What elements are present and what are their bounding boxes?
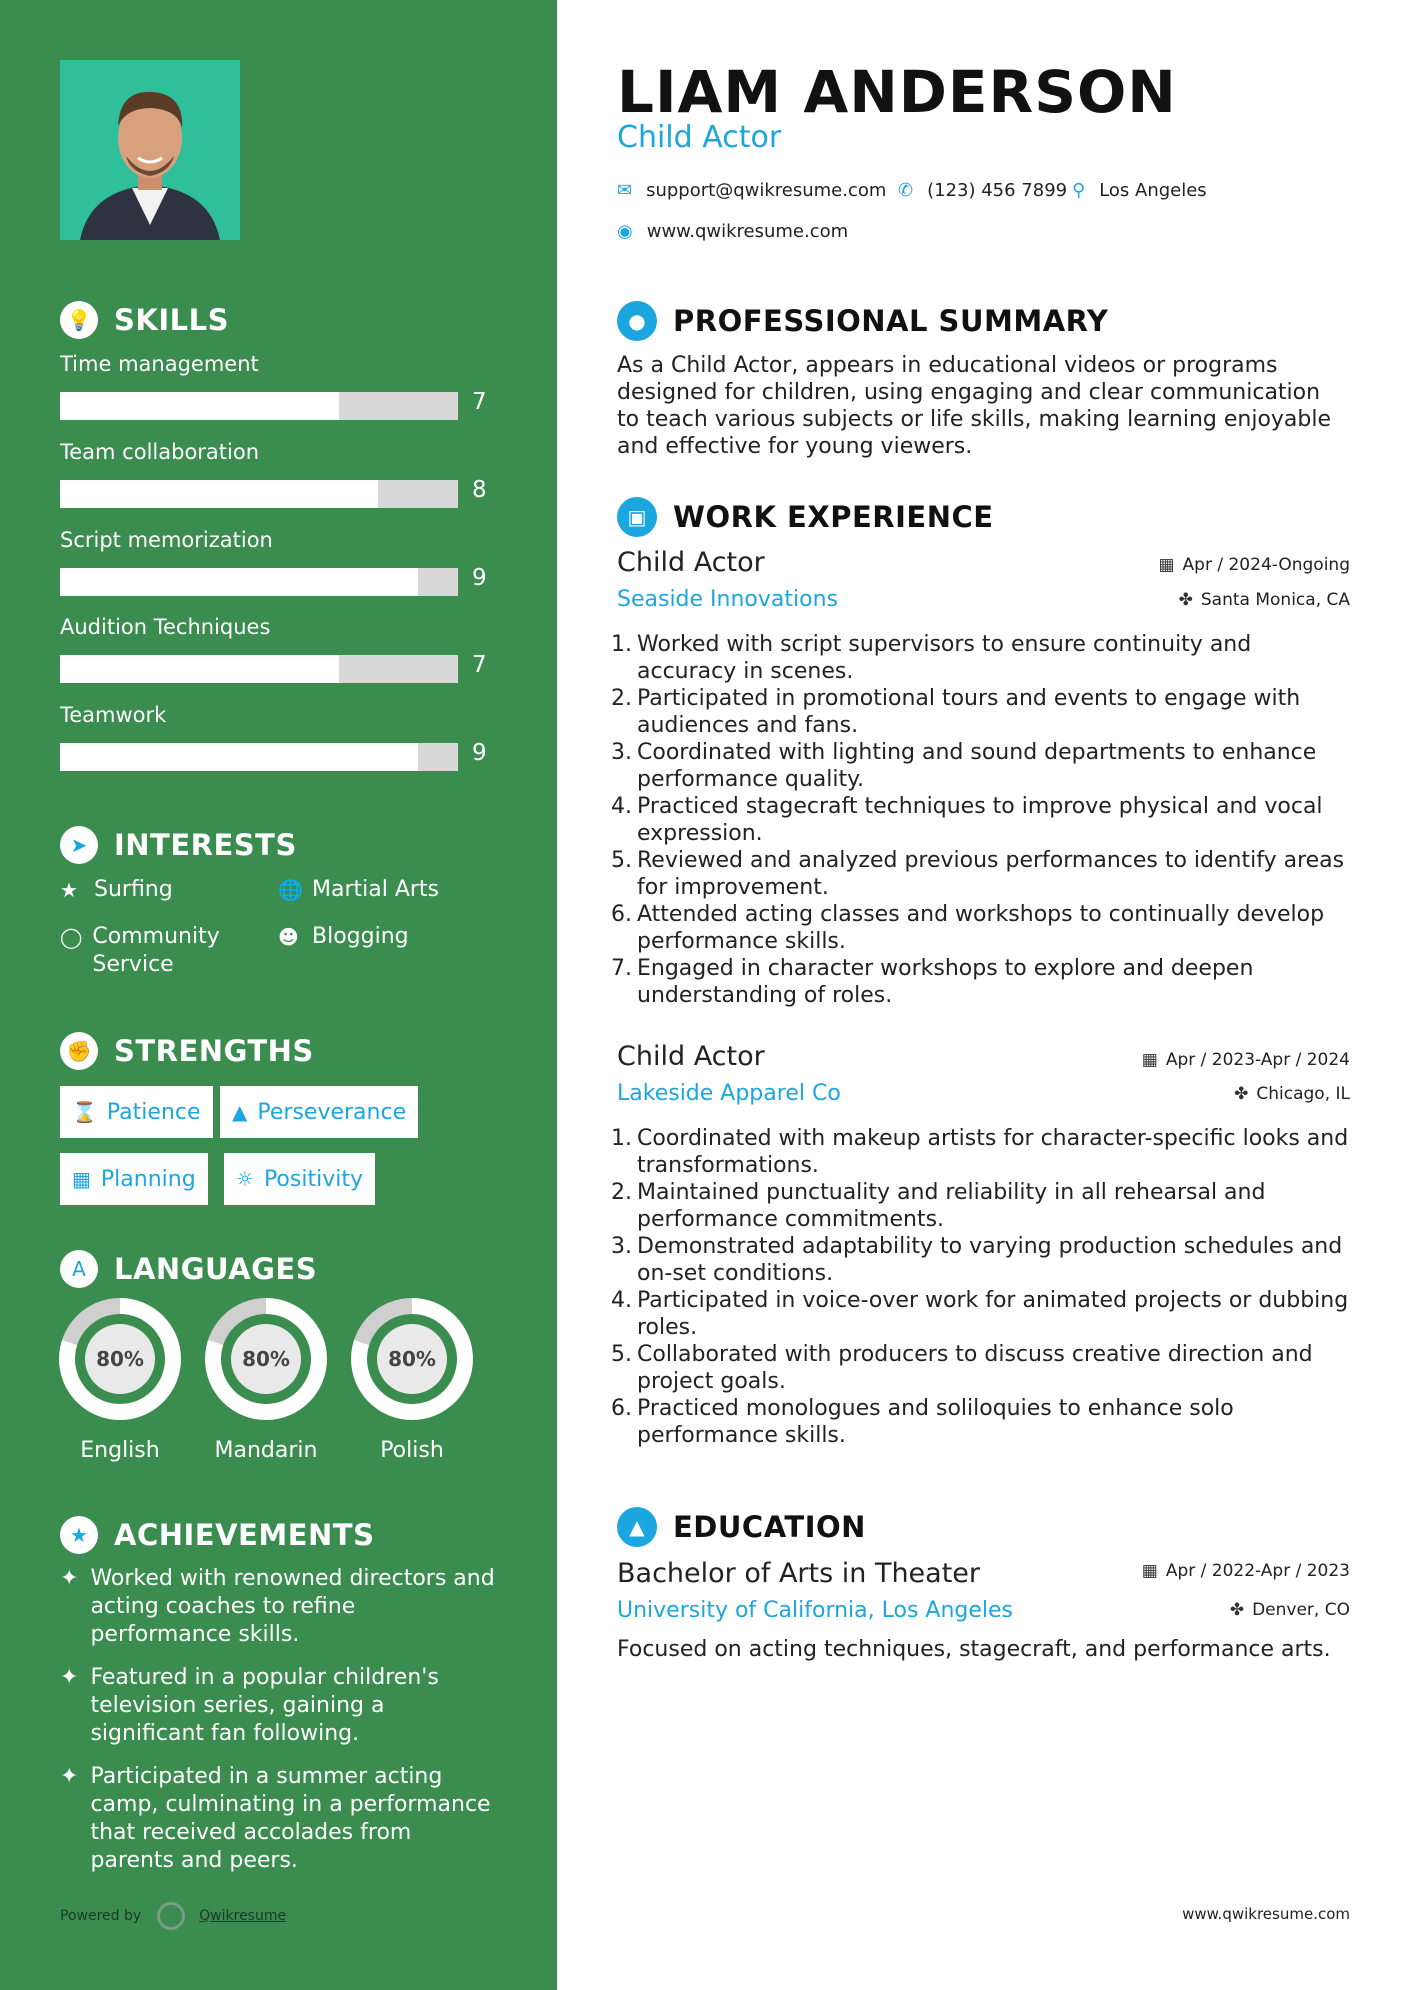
strengths-title: STRENGTHS xyxy=(114,1034,314,1068)
hourglass-icon: ⌛ xyxy=(72,1100,97,1124)
education-title: EDUCATION xyxy=(673,1510,866,1544)
duty-item xyxy=(611,685,1351,739)
strengths-header xyxy=(60,1032,314,1070)
experience-title: WORK EXPERIENCE xyxy=(673,500,994,534)
contact-email[interactable] xyxy=(617,180,886,201)
star-badge-icon: ★ xyxy=(60,1516,98,1554)
education-school: University of California, Los Angeles xyxy=(617,1598,1014,1623)
duty-text: Attended acting classes and workshops to continually develop performance skills. xyxy=(637,902,1325,954)
contact-website[interactable] xyxy=(617,221,848,242)
footer-url[interactable]: www.qwikresume.com xyxy=(1182,1905,1350,1923)
shooting-star-icon: ✦ xyxy=(60,1764,79,1789)
duty-item xyxy=(611,901,1351,955)
duty-text: Practiced monologues and soliloquies to enhance solo performance skills. xyxy=(637,1396,1234,1448)
job-company: Lakeside Apparel Co xyxy=(617,1081,841,1106)
duty-text: Collaborated with producers to discuss creative direction and project goals. xyxy=(637,1342,1313,1394)
skill-bar-fill xyxy=(60,655,339,683)
achievements-header xyxy=(60,1516,374,1554)
skill-label: Script memorization xyxy=(60,528,273,552)
user-icon: ● xyxy=(617,301,657,341)
achievement-text: Featured in a popular children's television series, gaining a significant fan following. xyxy=(90,1665,439,1746)
skill-level: 8 xyxy=(472,477,487,503)
interests-title: INTERESTS xyxy=(114,828,297,862)
skill-bar-fill xyxy=(60,480,378,508)
duty-number: 3. xyxy=(611,1234,632,1259)
pin-icon: ✤ xyxy=(1229,1600,1245,1620)
language-percent: 80% xyxy=(377,1324,447,1394)
users-icon: ☻ xyxy=(278,925,299,949)
skill-bar xyxy=(60,655,458,683)
calendar-icon: ▦ xyxy=(1141,1050,1158,1070)
contact-phone[interactable] xyxy=(898,180,1067,201)
interest-label: Surfing xyxy=(94,877,173,902)
job-dates-text: Apr / 2023-Apr / 2024 xyxy=(1165,1050,1350,1070)
language-item xyxy=(351,1298,473,1463)
skill-bar xyxy=(60,480,458,508)
phone-text: (123) 456 7899 xyxy=(927,180,1068,201)
skill-bar xyxy=(60,568,458,596)
skill-bar xyxy=(60,743,458,771)
language-percent: 80% xyxy=(85,1324,155,1394)
duty-item xyxy=(611,1395,1351,1449)
summary-header xyxy=(617,301,1108,341)
duty-item xyxy=(611,1179,1351,1233)
duty-text: Coordinated with makeup artists for character-specific looks and transformations. xyxy=(637,1126,1349,1178)
job-dates xyxy=(1142,1050,1350,1070)
summary-title: PROFESSIONAL SUMMARY xyxy=(673,304,1109,338)
interest-item xyxy=(278,923,409,951)
profile-photo xyxy=(60,60,240,240)
language-item xyxy=(205,1298,327,1463)
achievement-text: Participated in a summer acting camp, culminating in a performance that received accolades from parents and peers. xyxy=(90,1764,491,1873)
duty-item xyxy=(611,847,1351,901)
job-duties-list xyxy=(611,1125,1351,1449)
duty-text: Maintained punctuality and reliability in all rehearsal and performance commitments. xyxy=(637,1180,1266,1232)
graduate-icon: ▲ xyxy=(617,1507,657,1547)
language-icon: A xyxy=(60,1250,98,1288)
duty-item xyxy=(611,1233,1351,1287)
duty-number: 1. xyxy=(611,632,632,657)
education-location-text: Denver, CO xyxy=(1252,1600,1350,1620)
interest-label: Community Service xyxy=(92,924,220,977)
duty-text: Participated in promotional tours and events to engage with audiences and fans. xyxy=(637,686,1301,738)
powered-by xyxy=(60,1902,286,1930)
duty-item xyxy=(611,631,1351,685)
skill-label: Time management xyxy=(60,352,259,376)
job-location xyxy=(1234,1084,1350,1104)
candidate-role: Child Actor xyxy=(617,120,782,155)
strength-label: Positivity xyxy=(263,1166,363,1192)
duty-number: 2. xyxy=(611,1180,632,1205)
duty-item xyxy=(611,793,1351,847)
skill-bar-fill xyxy=(60,568,418,596)
education-location xyxy=(1230,1600,1350,1620)
phone-icon: ✆ xyxy=(898,180,914,201)
location-text: Los Angeles xyxy=(1099,180,1207,201)
skill-level: 9 xyxy=(472,565,487,591)
interest-label: Blogging xyxy=(312,924,409,949)
summary-text: As a Child Actor, appears in educational videos or programs designed for children, using engaging and clear communication to teach various subjects or life skills, making learning enjoyable and effective for young viewers. xyxy=(617,353,1332,459)
achievement-item xyxy=(60,1763,500,1875)
job-location xyxy=(1179,590,1350,610)
skill-bar-fill xyxy=(60,743,418,771)
sun-icon: ☼ xyxy=(236,1167,254,1191)
calendar-icon: ▦ xyxy=(72,1167,91,1191)
education-degree: Bachelor of Arts in Theater xyxy=(617,1558,981,1589)
strength-badge xyxy=(224,1153,375,1205)
map-pin-icon: ⚲ xyxy=(1072,180,1086,201)
strength-label: Planning xyxy=(100,1166,196,1192)
strength-badge xyxy=(60,1086,213,1138)
interests-header xyxy=(60,826,297,864)
candidate-name: LIAM ANDERSON xyxy=(617,58,1177,126)
strength-badge xyxy=(60,1153,208,1205)
paper-plane-icon: ➤ xyxy=(60,826,98,864)
interest-item xyxy=(60,923,240,979)
contact-location xyxy=(1072,180,1207,201)
duty-number: 6. xyxy=(611,902,632,927)
skill-label: Teamwork xyxy=(60,703,167,727)
duty-item xyxy=(611,1125,1351,1179)
language-name: English xyxy=(80,1438,160,1463)
duty-number: 2. xyxy=(611,686,632,711)
fist-icon: ✊ xyxy=(60,1032,98,1070)
education-header xyxy=(617,1507,866,1547)
education-dates xyxy=(1142,1561,1350,1581)
duty-number: 7. xyxy=(611,956,632,981)
duty-text: Engaged in character workshops to explore and deepen understanding of roles. xyxy=(637,956,1254,1008)
experience-header xyxy=(617,497,994,537)
language-percent: 80% xyxy=(231,1324,301,1394)
brand-link[interactable]: Qwikresume xyxy=(199,1908,287,1924)
skills-header xyxy=(60,301,229,339)
languages-title: LANGUAGES xyxy=(114,1252,318,1286)
sidebar xyxy=(0,0,557,1990)
duty-number: 3. xyxy=(611,740,632,765)
achievements-title: ACHIEVEMENTS xyxy=(114,1518,375,1552)
main-content xyxy=(557,0,1407,1990)
duty-item xyxy=(611,739,1351,793)
languages-header xyxy=(60,1250,317,1288)
shield-icon: ◯ xyxy=(60,925,83,949)
person-portrait-icon xyxy=(60,60,240,240)
chair-icon: ▣ xyxy=(617,497,657,537)
envelope-icon: ✉ xyxy=(617,180,633,201)
powered-by-label: Powered by xyxy=(60,1908,142,1924)
job-location-text: Santa Monica, CA xyxy=(1200,590,1350,610)
duty-number: 5. xyxy=(611,1342,632,1367)
skill-label: Audition Techniques xyxy=(60,615,271,639)
skill-label: Team collaboration xyxy=(60,440,260,464)
qwikresume-logo-icon xyxy=(157,1902,185,1930)
job-title: Child Actor xyxy=(617,547,765,578)
skill-level: 9 xyxy=(472,740,487,766)
duty-number: 5. xyxy=(611,848,632,873)
interest-label: Martial Arts xyxy=(312,877,440,902)
duty-text: Demonstrated adaptability to varying production schedules and on-set conditions. xyxy=(637,1234,1343,1286)
star-icon: ★ xyxy=(60,878,78,902)
job-dates xyxy=(1158,555,1350,575)
language-item xyxy=(59,1298,181,1463)
duty-item xyxy=(611,1341,1351,1395)
education-description: Focused on acting techniques, stagecraft, and performance arts. xyxy=(617,1637,1331,1662)
skill-bar xyxy=(60,392,458,420)
education-dates-text: Apr / 2022-Apr / 2023 xyxy=(1165,1561,1350,1581)
job-duties-list xyxy=(611,631,1351,1009)
job-location-text: Chicago, IL xyxy=(1256,1084,1350,1104)
duty-number: 6. xyxy=(611,1396,632,1421)
language-progress-ring xyxy=(205,1298,327,1420)
duty-number: 4. xyxy=(611,1288,632,1313)
globe-icon: 🌐 xyxy=(278,878,303,902)
achievement-text: Worked with renowned directors and acting coaches to refine performance skills. xyxy=(90,1566,495,1647)
email-text: support@qwikresume.com xyxy=(646,180,887,201)
pin-icon: ✤ xyxy=(1234,1084,1249,1104)
language-progress-ring xyxy=(59,1298,181,1420)
duty-text: Practiced stagecraft techniques to improve physical and vocal expression. xyxy=(637,794,1323,846)
duty-item xyxy=(611,1287,1351,1341)
strength-label: Perseverance xyxy=(257,1099,407,1125)
duty-text: Participated in voice-over work for animated projects or dubbing roles. xyxy=(637,1288,1349,1340)
calendar-icon: ▦ xyxy=(1158,555,1175,575)
road-icon: ▲ xyxy=(232,1100,248,1124)
job-company: Seaside Innovations xyxy=(617,587,838,612)
skill-level: 7 xyxy=(472,652,487,678)
duty-number: 4. xyxy=(611,794,632,819)
pin-icon: ✤ xyxy=(1178,590,1193,610)
website-text: www.qwikresume.com xyxy=(646,221,849,242)
language-name: Mandarin xyxy=(214,1438,318,1463)
language-progress-ring xyxy=(351,1298,473,1420)
interest-item xyxy=(60,876,173,904)
duty-text: Coordinated with lighting and sound departments to enhance performance quality. xyxy=(637,740,1317,792)
duty-text: Worked with script supervisors to ensure continuity and accuracy in scenes. xyxy=(637,632,1252,684)
duty-item xyxy=(611,955,1351,1009)
strength-badge xyxy=(220,1086,418,1138)
strength-label: Patience xyxy=(106,1099,201,1125)
interest-item xyxy=(278,876,439,904)
duty-text: Reviewed and analyzed previous performances to identify areas for improvement. xyxy=(637,848,1345,900)
job-title: Child Actor xyxy=(617,1041,765,1072)
job-dates-text: Apr / 2024-Ongoing xyxy=(1182,555,1350,575)
achievement-item xyxy=(60,1565,500,1649)
shooting-star-icon: ✦ xyxy=(60,1665,79,1690)
skill-level: 7 xyxy=(472,389,487,415)
calendar-icon: ▦ xyxy=(1141,1561,1158,1581)
lightbulb-icon: 💡 xyxy=(60,301,98,339)
shooting-star-icon: ✦ xyxy=(60,1566,79,1591)
globe-icon: ◉ xyxy=(617,221,633,242)
duty-number: 1. xyxy=(611,1126,632,1151)
achievement-item xyxy=(60,1664,500,1748)
language-name: Polish xyxy=(380,1438,444,1463)
skills-title: SKILLS xyxy=(114,303,229,337)
skill-bar-fill xyxy=(60,392,339,420)
